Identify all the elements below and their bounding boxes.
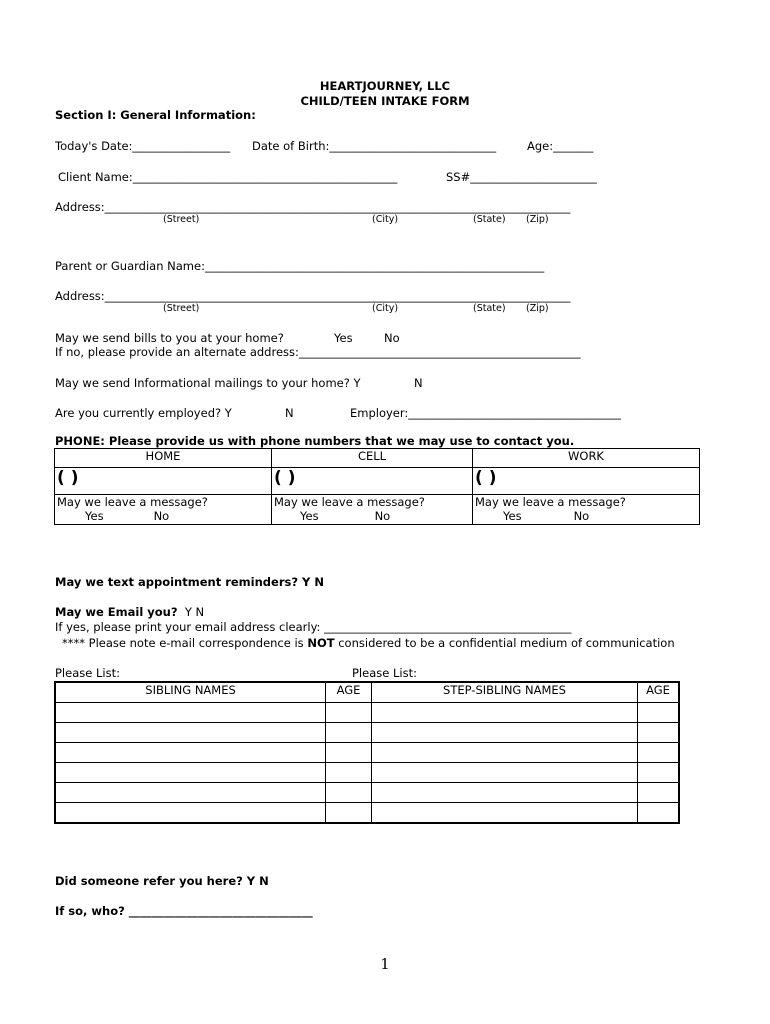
phone-header-cell: CELL [272, 449, 473, 468]
step-sibling-age-cell[interactable] [638, 783, 679, 803]
address-city-label: (City) [372, 214, 399, 225]
address2-zip-label: (Zip) [526, 303, 549, 314]
sibling-name-cell[interactable] [55, 703, 326, 723]
client-name-field[interactable]: Client Name:______________________________________________ [58, 170, 398, 184]
email-note-not: NOT [307, 636, 335, 650]
sibling-name-cell[interactable] [55, 783, 326, 803]
bills-question: May we send bills to you at your home? [55, 331, 284, 345]
mailings-no-option[interactable]: N [414, 376, 423, 390]
ss-field[interactable]: SS#______________________ [446, 170, 597, 184]
cell-phone-input[interactable] [272, 468, 473, 495]
phone-header-home: HOME [55, 449, 272, 468]
sibling-age-cell[interactable] [326, 743, 372, 763]
email-address-field[interactable]: If yes, please print your email address clearly: ___________________________________________ [55, 620, 572, 634]
step-sibling-please-list: Please List: [352, 666, 417, 680]
table-row [55, 743, 679, 763]
table-row [55, 763, 679, 783]
work-message-question: May we leave a message? [475, 495, 626, 509]
company-name: HEARTJOURNEY, LLC [319, 79, 451, 93]
page-number: 1 [380, 955, 390, 973]
sibling-age-header: AGE [326, 682, 372, 703]
step-sibling-name-cell[interactable] [371, 763, 637, 783]
sibling-age-cell[interactable] [326, 783, 372, 803]
address-zip-label: (Zip) [526, 214, 549, 225]
table-row [55, 783, 679, 803]
sibling-age-cell[interactable] [326, 763, 372, 783]
sibling-name-cell[interactable] [55, 723, 326, 743]
employed-no-option[interactable]: N [285, 406, 294, 420]
address2-state-label: (State) [473, 303, 506, 314]
home-area-code: ( ) [57, 468, 79, 488]
home-phone-input[interactable] [55, 468, 272, 495]
work-message-yes[interactable]: Yes [503, 509, 522, 523]
guardian-name-field[interactable]: Parent or Guardian Name:___________________________________________________________ [55, 259, 545, 273]
phone-intro: PHONE: Please provide us with phone numbers that we may use to contact you. [55, 434, 575, 448]
table-row [55, 723, 679, 743]
step-sibling-names-header: STEP-SIBLING NAMES [371, 682, 637, 703]
date-of-birth-field[interactable]: Date of Birth:_____________________________ [252, 139, 497, 153]
email-note-suffix: considered to be a confidential medium of communication [334, 636, 675, 650]
employed-question[interactable]: Are you currently employed? Y [55, 406, 232, 420]
work-phone-input[interactable] [473, 468, 700, 495]
mailings-question[interactable]: May we send Informational mailings to your home? Y [55, 376, 361, 390]
email-yes-no[interactable]: Y N [184, 605, 205, 619]
address-state-label: (State) [473, 214, 506, 225]
table-row [55, 703, 679, 723]
sibling-name-cell[interactable] [55, 743, 326, 763]
cell-message-cell [272, 495, 473, 525]
todays-date-field[interactable]: Today's Date:_________________ [55, 139, 231, 153]
sibling-age-cell[interactable] [326, 803, 372, 824]
home-message-no[interactable]: No [153, 509, 170, 523]
work-message-cell [473, 495, 700, 525]
sibling-name-cell[interactable] [55, 803, 326, 824]
sibling-table [54, 681, 680, 824]
table-row [55, 803, 679, 824]
cell-message-yes[interactable]: Yes [300, 509, 319, 523]
step-sibling-age-cell[interactable] [638, 723, 679, 743]
step-sibling-name-cell[interactable] [371, 803, 637, 824]
sibling-name-cell[interactable] [55, 763, 326, 783]
bills-yes-option[interactable]: Yes [334, 331, 353, 345]
cell-area-code: ( ) [274, 468, 296, 488]
home-message-yes[interactable]: Yes [85, 509, 104, 523]
cell-message-question: May we leave a message? [274, 495, 425, 509]
work-message-no[interactable]: No [573, 509, 590, 523]
bills-no-option[interactable]: No [384, 331, 400, 345]
step-sibling-name-cell[interactable] [371, 723, 637, 743]
referral-who-field[interactable]: If so, who? ________________________________ [55, 904, 313, 918]
step-sibling-age-cell[interactable] [638, 803, 679, 824]
text-reminders-question[interactable]: May we text appointment reminders? Y N [55, 575, 324, 589]
sibling-age-cell[interactable] [326, 723, 372, 743]
step-sibling-name-cell[interactable] [371, 783, 637, 803]
guardian-address-field[interactable]: Address:_________________________________________________________________________________ [55, 289, 571, 303]
cell-message-no[interactable]: No [374, 509, 391, 523]
step-sibling-age-header: AGE [638, 682, 679, 703]
sibling-names-header: SIBLING NAMES [55, 682, 326, 703]
address-street-label: (Street) [163, 214, 200, 225]
address2-city-label: (City) [372, 303, 399, 314]
step-sibling-age-cell[interactable] [638, 703, 679, 723]
client-address-field[interactable]: Address:_________________________________________________________________________________ [55, 200, 571, 214]
phone-table [54, 448, 700, 525]
email-note-prefix: **** Please note e-mail correspondence is [62, 636, 308, 650]
email-question: May we Email you? [55, 605, 178, 619]
alternate-address-field[interactable]: If no, please provide an alternate address:_________________________________________________ [55, 345, 581, 359]
sibling-please-list: Please List: [55, 666, 120, 680]
section-title: Section I: General Information: [55, 108, 256, 122]
step-sibling-age-cell[interactable] [638, 743, 679, 763]
phone-header-work: WORK [473, 449, 700, 468]
sibling-age-cell[interactable] [326, 703, 372, 723]
home-message-question: May we leave a message? [57, 495, 208, 509]
form-title: CHILD/TEEN INTAKE FORM [300, 94, 470, 108]
age-field[interactable]: Age:_______ [527, 139, 594, 153]
referral-question[interactable]: Did someone refer you here? Y N [55, 874, 269, 888]
step-sibling-name-cell[interactable] [371, 703, 637, 723]
employer-field[interactable]: Employer:_____________________________________ [350, 406, 622, 420]
work-area-code: ( ) [475, 468, 497, 488]
address2-street-label: (Street) [163, 303, 200, 314]
step-sibling-age-cell[interactable] [638, 763, 679, 783]
home-message-cell [55, 495, 272, 525]
step-sibling-name-cell[interactable] [371, 743, 637, 763]
